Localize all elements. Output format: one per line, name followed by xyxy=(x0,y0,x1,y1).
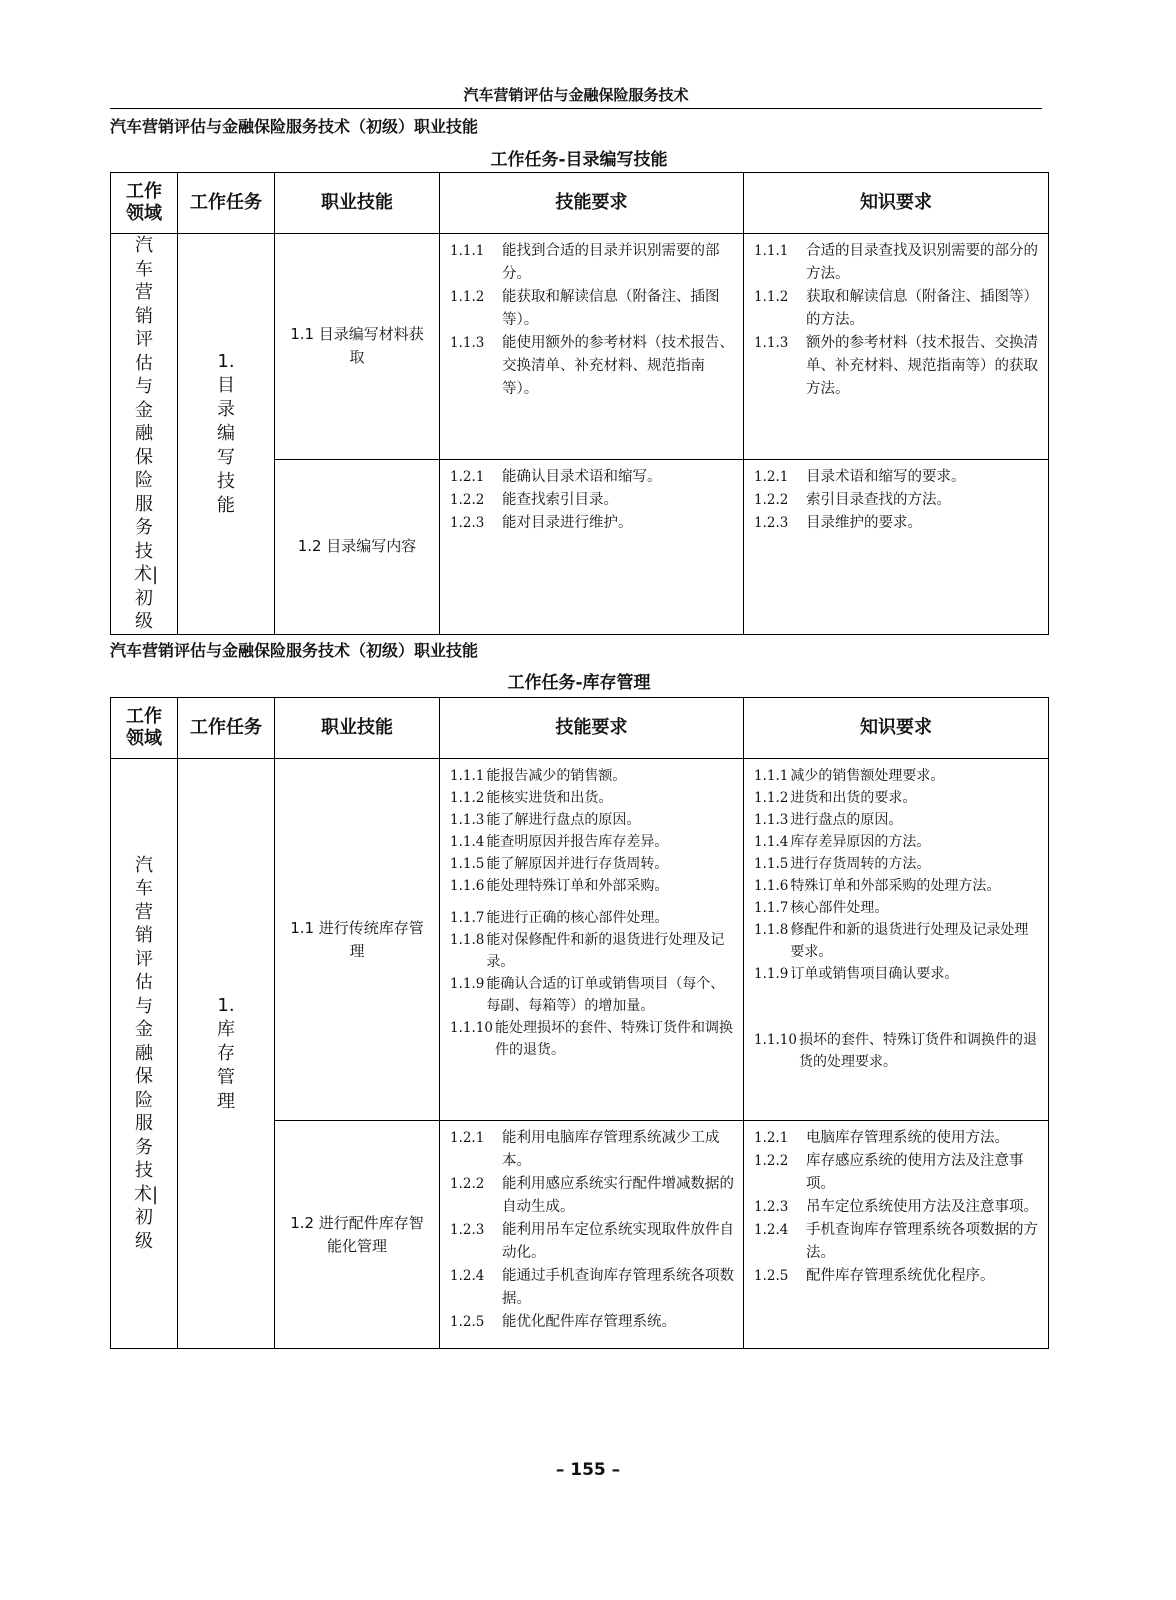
req-item: 1.2.1 能利用电脑库存管理系统减少工成本。 xyxy=(450,1130,720,1169)
knowledge-req-cell xyxy=(744,234,1049,460)
header-skill-req: 技能要求 xyxy=(440,698,744,759)
skill-cell: 1.1 目录编写材料获取 xyxy=(275,234,440,460)
section1-heading: 汽车营销评估与金融保险服务技术（初级）职业技能 xyxy=(110,117,479,136)
req-item: 1.1.3 进行盘点的原因。 xyxy=(754,812,903,828)
req-item: 1.2.3 吊车定位系统使用方法及注意事项。 xyxy=(754,1199,1038,1215)
req-item: 1.1.6 特殊订单和外部采购的处理方法。 xyxy=(754,878,1001,894)
req-item: 1.2.1 电脑库存管理系统的使用方法。 xyxy=(754,1130,1009,1146)
req-item: 1.1.9 订单或销售项目确认要求。 xyxy=(754,966,959,982)
page-number: – 155 – xyxy=(555,1460,621,1480)
skill-cell: 1.2 目录编写内容 xyxy=(275,459,440,634)
knowledge-req-cell xyxy=(744,459,1049,634)
req-item: 1.1.2 能获取和解读信息（附备注、插图等）。 xyxy=(450,289,720,328)
req-item: 1.1.4 库存差异原因的方法。 xyxy=(754,834,931,850)
section1-subheading: 工作任务-目录编写技能 xyxy=(490,150,668,170)
req-item: 1.1.10 损坏的套件、特殊订货件和调换件的退货的处理要求。 xyxy=(754,1032,1037,1070)
req-item: 1.1.4 能查明原因并报告库存差异。 xyxy=(450,834,669,850)
header-task: 工作任务 xyxy=(178,698,275,759)
req-item: 1.1.1 合适的目录查找及识别需要的部分的方法。 xyxy=(754,243,1038,282)
req-item: 1.2.3 能利用吊车定位系统实现取件放件自动化。 xyxy=(450,1222,734,1261)
header-skill: 职业技能 xyxy=(275,173,440,234)
header-skill-req: 技能要求 xyxy=(440,173,744,234)
task-cell xyxy=(178,234,275,635)
section2-table xyxy=(110,697,1049,1349)
req-item: 1.1.7 核心部件处理。 xyxy=(754,900,889,916)
req-item: 1.2.2 能查找索引目录。 xyxy=(450,491,618,508)
section2-heading: 汽车营销评估与金融保险服务技术（初级）职业技能 xyxy=(110,641,479,660)
req-item: 1.1.5 进行存货周转的方法。 xyxy=(754,856,931,872)
skill-req-cell xyxy=(440,759,744,1121)
req-item: 1.2.2 索引目录查找的方法。 xyxy=(754,491,951,508)
req-item: 1.1.2 获取和解读信息（附备注、插图等）的方法。 xyxy=(754,289,1038,328)
req-item: 1.1.8 能对保修配件和新的退货进行处理及记录。 xyxy=(450,932,725,970)
section1-table xyxy=(110,172,1049,635)
req-item: 1.2.5 配件库存管理系统优化程序。 xyxy=(754,1268,995,1284)
req-item: 1.1.3 能使用额外的参考材料（技术报告、交换清单、补充材料、规范指南等）。 xyxy=(450,335,734,397)
skill-req-cell xyxy=(440,459,744,634)
task-number: 1. xyxy=(217,350,235,372)
req-item: 1.1.3 额外的参考材料（技术报告、交换清单、补充材料、规范指南等）的获取方法。 xyxy=(754,335,1038,397)
req-item: 1.2.3 能对目录进行维护。 xyxy=(450,514,633,531)
req-item: 1.1.10 能处理损坏的套件、特殊订货件和调换件的退货。 xyxy=(450,1020,733,1058)
header-skill: 职业技能 xyxy=(275,698,440,759)
req-item: 1.1.6 能处理特殊订单和外部采购。 xyxy=(450,878,669,894)
section2-subheading: 工作任务-库存管理 xyxy=(507,673,651,693)
req-item: 1.2.5 能优化配件库存管理系统。 xyxy=(450,1314,676,1330)
req-item: 1.2.3 目录维护的要求。 xyxy=(754,514,922,531)
knowledge-req-cell xyxy=(744,1121,1049,1349)
skill-req-cell xyxy=(440,234,744,460)
req-item: 1.1.1 能找到合适的目录并识别需要的部分。 xyxy=(450,243,720,282)
header-domain: 工作领域 xyxy=(111,698,178,759)
domain-cell: 汽车营销评估与金融保险服务技术|初级 xyxy=(111,234,178,635)
req-item: 1.2.1 目录术语和缩写的要求。 xyxy=(754,468,966,485)
header-task: 工作任务 xyxy=(178,173,275,234)
header-domain: 工作领域 xyxy=(111,173,178,234)
req-item: 1.1.2 进货和出货的要求。 xyxy=(754,790,917,806)
knowledge-req-cell xyxy=(744,759,1049,1121)
header-knowledge-req: 知识要求 xyxy=(744,698,1049,759)
req-item: 1.2.2 能利用感应系统实行配件增减数据的自动生成。 xyxy=(450,1176,734,1215)
req-item: 1.1.7 能进行正确的核心部件处理。 xyxy=(450,910,669,926)
req-item: 1.1.9 能确认合适的订单或销售项目（每个、每副、每箱等）的增加量。 xyxy=(450,976,725,1014)
skill-req-cell xyxy=(440,1121,744,1349)
req-item: 1.1.3 能了解进行盘点的原因。 xyxy=(450,812,641,828)
req-item: 1.1.1 减少的销售额处理要求。 xyxy=(754,768,945,784)
skill-cell: 1.2 进行配件库存智能化管理 xyxy=(275,1121,440,1349)
domain-cell: 汽车营销评估与金融保险服务技术|初级 xyxy=(111,759,178,1349)
req-item: 1.2.2 库存感应系统的使用方法及注意事项。 xyxy=(754,1153,1024,1192)
req-item: 1.1.2 能核实进货和出货。 xyxy=(450,790,613,806)
task-cell xyxy=(178,759,275,1349)
task-name: 目录编写技能 xyxy=(217,374,235,516)
req-item: 1.1.8 修配件和新的退货进行处理及记录处理要求。 xyxy=(754,922,1029,960)
req-item: 1.2.4 能通过手机查询库存管理系统各项数据。 xyxy=(450,1268,734,1307)
header-knowledge-req: 知识要求 xyxy=(744,173,1049,234)
req-item: 1.2.1 能确认目录术语和缩写。 xyxy=(450,468,662,485)
skill-cell: 1.1 进行传统库存管理 xyxy=(275,759,440,1121)
task-name: 库存管理 xyxy=(217,1018,235,1112)
req-item: 1.1.5 能了解原因并进行存货周转。 xyxy=(450,856,669,872)
req-item: 1.1.1 能报告减少的销售额。 xyxy=(450,768,627,784)
running-head: 汽车营销评估与金融保险服务技术 xyxy=(110,84,1042,109)
task-number: 1. xyxy=(217,994,235,1016)
req-item: 1.2.4 手机查询库存管理系统各项数据的方法。 xyxy=(754,1222,1038,1261)
